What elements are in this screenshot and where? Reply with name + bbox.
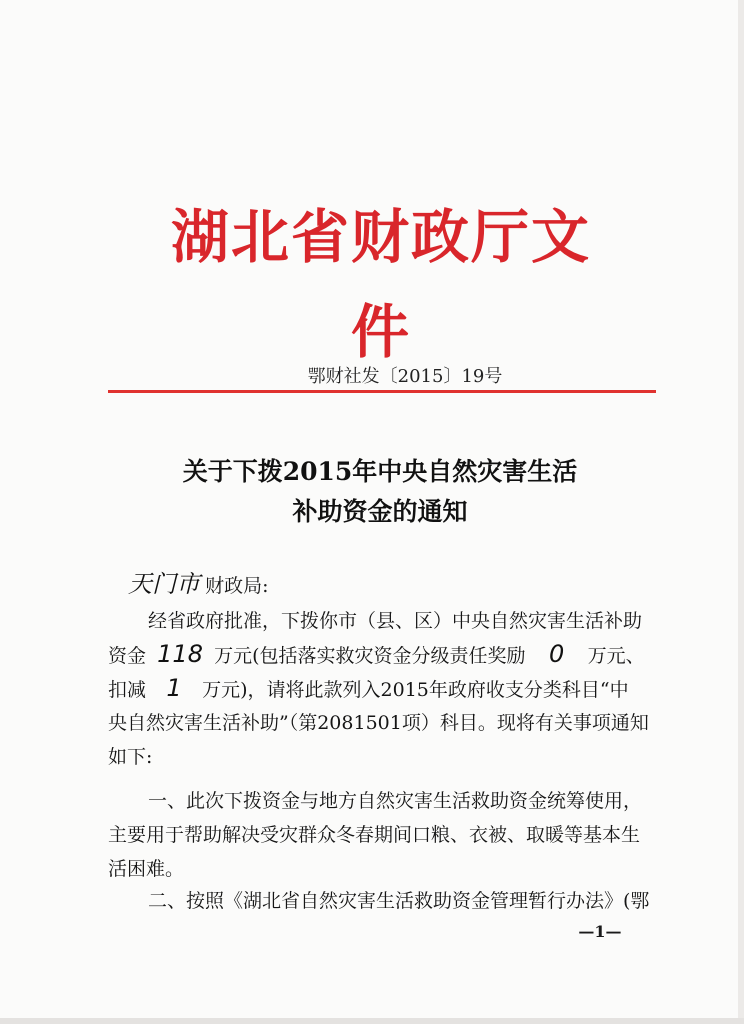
notice-title-line-2: 补助资金的通知 bbox=[292, 497, 468, 526]
body-line: 一、此次下拨资金与地方自然灾害生活救助资金统筹使用， bbox=[148, 790, 643, 812]
handwritten-amount-reward: 0 bbox=[548, 640, 565, 668]
page-number: —1— bbox=[578, 922, 622, 941]
body-line: 央自然灾害生活补助”（第2081501项）科目。现将有关事项通知 bbox=[108, 712, 649, 734]
body-line: 经省政府批准，下拨你市（县、区）中央自然灾害生活补助 bbox=[148, 610, 643, 632]
body-line: 主要用于帮助解决受灾群众冬春期间口粮、衣被、取暖等基本生 bbox=[108, 824, 641, 846]
body-line bbox=[108, 674, 629, 702]
body-line: 活困难。 bbox=[108, 858, 185, 880]
body-text: 资金 bbox=[108, 645, 147, 667]
body-text: 万元、 bbox=[587, 645, 645, 667]
body-text: 万元(包括落实救灾资金分级责任奖励 bbox=[214, 645, 526, 667]
body-text: 万元)，请将此款列入2015年政府收支分类科目“中 bbox=[202, 679, 629, 701]
body-line: 如下: bbox=[108, 746, 153, 768]
handwritten-recipient: 天门市 bbox=[128, 570, 200, 598]
scan-edge-bottom bbox=[0, 1018, 744, 1024]
body-line bbox=[108, 640, 645, 668]
handwritten-amount-total: 118 bbox=[157, 640, 203, 668]
scan-edge-right bbox=[738, 0, 744, 1024]
recipient-line bbox=[128, 564, 269, 599]
document-number: 鄂财社发〔2015〕19号 bbox=[307, 366, 503, 387]
handwritten-amount-deduct: 1 bbox=[166, 674, 182, 702]
recipient-label: 财政局: bbox=[205, 575, 269, 597]
body-line: 二、按照《湖北省自然灾害生活救助资金管理暂行办法》(鄂 bbox=[148, 890, 650, 912]
document-header-title: 湖北省财政厅文件 bbox=[170, 203, 591, 366]
notice-title-line-1: 关于下拨2015年中央自然灾害生活 bbox=[182, 457, 578, 486]
notice-title bbox=[120, 452, 640, 532]
red-divider-rule bbox=[108, 390, 656, 393]
body-text: 扣减 bbox=[108, 679, 147, 701]
